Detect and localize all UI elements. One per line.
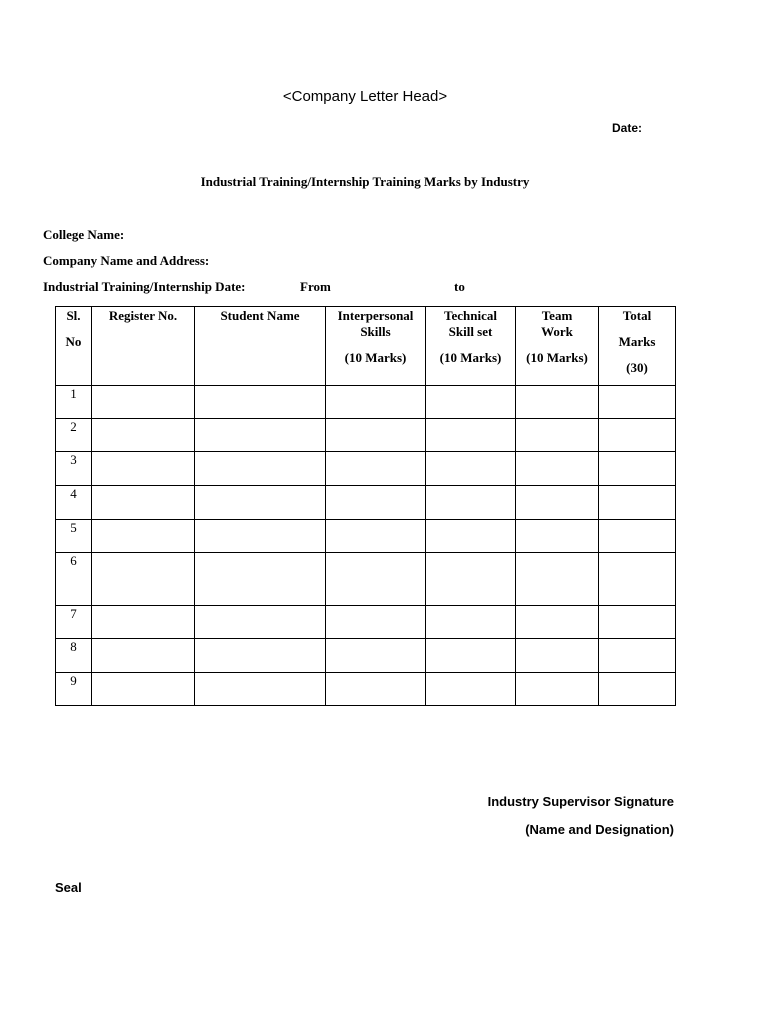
- technical-cell[interactable]: [426, 486, 516, 520]
- sl-no-cell: 2: [56, 419, 92, 452]
- header-total-text: Total: [622, 308, 652, 323]
- student-name-cell[interactable]: [195, 520, 326, 553]
- company-name-address-label: Company Name and Address:: [43, 253, 210, 268]
- team-work-cell[interactable]: [516, 520, 599, 553]
- register-cell[interactable]: [92, 452, 195, 486]
- sl-no-cell: 3: [56, 452, 92, 486]
- name-designation-label: (Name and Designation): [525, 822, 674, 837]
- header-interpersonal-skills: [326, 307, 426, 386]
- header-sl-text: Sl.: [66, 308, 81, 323]
- header-marks-text: Marks: [618, 334, 656, 349]
- to-label: to: [454, 279, 465, 294]
- form-title: Industrial Training/Internship Training Marks by Industry: [200, 174, 530, 189]
- table-row: [56, 673, 676, 706]
- table-row: [56, 486, 676, 520]
- sl-no-cell: 5: [56, 520, 92, 553]
- total-cell[interactable]: [599, 673, 676, 706]
- header-team-marks: (10 Marks): [526, 350, 588, 365]
- header-register-no: Register No.: [92, 307, 195, 386]
- header-team-text: Team: [541, 308, 573, 323]
- interpersonal-cell[interactable]: [326, 639, 426, 673]
- total-cell[interactable]: [599, 639, 676, 673]
- team-work-cell[interactable]: [516, 452, 599, 486]
- header-work-text: Work: [541, 324, 573, 339]
- total-cell[interactable]: [599, 486, 676, 520]
- header-skills-text: Skills: [360, 324, 391, 339]
- interpersonal-cell[interactable]: [326, 553, 426, 606]
- student-name-cell[interactable]: [195, 639, 326, 673]
- header-technical-text: Technical: [444, 308, 497, 323]
- header-interpersonal-text: Interpersonal: [337, 308, 414, 323]
- supervisor-signature-label: Industry Supervisor Signature: [487, 794, 674, 809]
- table-row: [56, 520, 676, 553]
- technical-cell[interactable]: [426, 606, 516, 639]
- sl-no-cell: 1: [56, 386, 92, 419]
- header-technical-marks: (10 Marks): [439, 350, 502, 365]
- team-work-cell[interactable]: [516, 419, 599, 452]
- total-cell[interactable]: [599, 553, 676, 606]
- interpersonal-cell[interactable]: [326, 520, 426, 553]
- register-cell[interactable]: [92, 639, 195, 673]
- total-cell[interactable]: [599, 606, 676, 639]
- table-row: [56, 452, 676, 486]
- team-work-cell[interactable]: [516, 673, 599, 706]
- table-row: [56, 553, 676, 606]
- team-work-cell[interactable]: [516, 606, 599, 639]
- header-skillset-text: Skill set: [448, 324, 493, 339]
- team-work-cell[interactable]: [516, 486, 599, 520]
- student-name-cell[interactable]: [195, 419, 326, 452]
- student-name-cell[interactable]: [195, 386, 326, 419]
- company-letter-head: <Company Letter Head>: [282, 88, 448, 105]
- from-label: From: [300, 279, 331, 294]
- interpersonal-cell[interactable]: [326, 673, 426, 706]
- technical-cell[interactable]: [426, 386, 516, 419]
- student-name-cell[interactable]: [195, 553, 326, 606]
- technical-cell[interactable]: [426, 639, 516, 673]
- student-name-cell[interactable]: [195, 673, 326, 706]
- total-cell[interactable]: [599, 386, 676, 419]
- header-total-value: (30): [626, 360, 648, 375]
- interpersonal-cell[interactable]: [326, 486, 426, 520]
- sl-no-cell: 4: [56, 486, 92, 520]
- team-work-cell[interactable]: [516, 639, 599, 673]
- sl-no-cell: 8: [56, 639, 92, 673]
- team-work-cell[interactable]: [516, 386, 599, 419]
- student-name-cell[interactable]: [195, 486, 326, 520]
- table-header-row: [56, 307, 676, 386]
- interpersonal-cell[interactable]: [326, 419, 426, 452]
- sl-no-cell: 9: [56, 673, 92, 706]
- table-row: [56, 419, 676, 452]
- table-row: [56, 639, 676, 673]
- register-cell[interactable]: [92, 486, 195, 520]
- college-name-label: College Name:: [43, 227, 125, 242]
- total-cell[interactable]: [599, 452, 676, 486]
- technical-cell[interactable]: [426, 419, 516, 452]
- header-interpersonal-marks: (10 Marks): [344, 350, 407, 365]
- header-no-text: No: [65, 334, 82, 349]
- total-cell[interactable]: [599, 520, 676, 553]
- sl-no-cell: 6: [56, 553, 92, 606]
- register-cell[interactable]: [92, 520, 195, 553]
- technical-cell[interactable]: [426, 553, 516, 606]
- technical-cell[interactable]: [426, 520, 516, 553]
- register-cell[interactable]: [92, 673, 195, 706]
- sl-no-cell: 7: [56, 606, 92, 639]
- marks-table: [55, 306, 676, 706]
- header-technical-skill-set: [426, 307, 516, 386]
- seal-label: Seal: [55, 880, 82, 895]
- header-team-work: [516, 307, 599, 386]
- date-label: Date:: [612, 121, 643, 135]
- interpersonal-cell[interactable]: [326, 606, 426, 639]
- register-cell[interactable]: [92, 553, 195, 606]
- register-cell[interactable]: [92, 419, 195, 452]
- internship-date-label: Industrial Training/Internship Date:: [43, 279, 246, 294]
- technical-cell[interactable]: [426, 673, 516, 706]
- header-total-marks: [599, 307, 676, 386]
- interpersonal-cell[interactable]: [326, 452, 426, 486]
- total-cell[interactable]: [599, 419, 676, 452]
- interpersonal-cell[interactable]: [326, 386, 426, 419]
- student-name-cell[interactable]: [195, 606, 326, 639]
- register-cell[interactable]: [92, 606, 195, 639]
- team-work-cell[interactable]: [516, 553, 599, 606]
- header-student-name: Student Name: [195, 307, 326, 386]
- table-row: [56, 606, 676, 639]
- technical-cell[interactable]: [426, 452, 516, 486]
- register-cell[interactable]: [92, 386, 195, 419]
- student-name-cell[interactable]: [195, 452, 326, 486]
- header-sl-no: [56, 307, 92, 386]
- table-row: [56, 386, 676, 419]
